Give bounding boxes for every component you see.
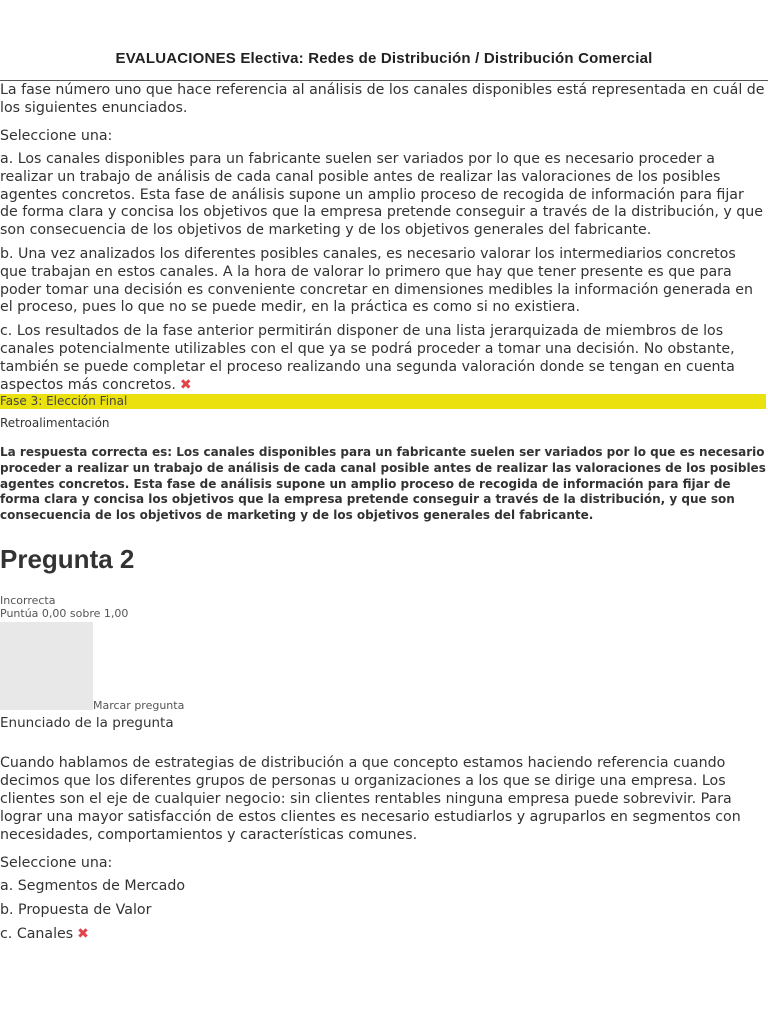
- answer-option-b[interactable]: b. Propuesta de Valor: [0, 902, 152, 919]
- question-1-text: La fase número uno que hace referencia al análisis de los canales disponibles está representada en cuál de los siguientes enunciados.: [0, 82, 765, 116]
- flag-question-link[interactable]: Marcar pregunta: [93, 699, 185, 713]
- flag-row: [0, 620, 766, 712]
- question-2-title: Pregunta 2: [0, 544, 135, 575]
- answer-option-c[interactable]: c. Canales ✖: [0, 925, 89, 942]
- answer-options: [0, 878, 766, 943]
- answer-option-b[interactable]: b. Una vez analizados los diferentes posibles canales, es necesario valorar los intermediarios concretos que trabajan en estos canales. A la hora de valorar lo primero que hay que tener presente es que para poder tomar una decisión es conveniente concretar en dimensiones medibles la información generada en el proceso, pues lo que no se puede medir, en la práctica es como si no existiera.: [0, 245, 753, 316]
- answer-option-c[interactable]: c. Los resultados de la fase anterior permitirán disponer de una lista jerarquizada de miembros de los canales potencialmente utilizables con el que ya se podrá proceder a tomar una decisión. No obstante, también se puede completar el proceso realizando una segunda valoración donde se tengan en cuenta aspectos más concretos. ✖: [0, 323, 735, 393]
- feedback-heading: Retroalimentación: [0, 416, 110, 431]
- question-heading: Enunciado de la pregunta: [0, 715, 174, 732]
- answer-option-a[interactable]: a. Los canales disponibles para un fabricante suelen ser variados por lo que es necesario proceder a realizar un trabajo de análisis de cada canal posible antes de realizar las valoraciones de los posibles agentes concretos. Esta fase de análisis supone un amplio proceso de recogida de información para fijar de forma clara y concisa los objetivos que la empresa pretende conseguir a través de la distribución, y que son consecuencia de los objetivos de marketing y de los objetivos generales del fabricante.: [0, 151, 763, 239]
- answer-option-a[interactable]: a. Segmentos de Mercado: [0, 878, 186, 895]
- question-state: Incorrecta: [0, 594, 56, 608]
- correct-answer-text: La respuesta correcta es: Los canales disponibles para un fabricante suelen ser variados por lo que es necesario proceder a realizar un trabajo de análisis de cada canal posible antes de realizar las valoraciones de los posibles agentes concretos. Esta fase de análisis supone un amplio proceso de recogida de información para fijar de forma clara y concisa los objetivos que la empresa pretende conseguir a través de la distribución, y que son consecuencia de los objetivos de marketing y de los objetivos generales del fabricante.: [0, 445, 766, 522]
- answer-options: [0, 151, 766, 394]
- select-one-label: Seleccione una:: [0, 128, 113, 144]
- question-grade: Puntúa 0,00 sobre 1,00: [0, 606, 129, 620]
- question-1: [0, 81, 766, 523]
- incorrect-x-icon: ✖: [179, 376, 192, 393]
- question-2: [0, 541, 766, 943]
- selected-answer-highlight: Fase 3: Elección Final: [0, 394, 766, 409]
- flag-question-icon[interactable]: [0, 622, 93, 710]
- question-2-text: Cuando hablamos de estrategias de distribución a que concepto estamos haciendo referencia cuando decimos que los diferentes grupos de personas u organizaciones a los que se dirige una empresa. Los clientes son el eje de cualquier negocio: sin clientes rentables ninguna empresa puede sobrevivir. Para lograr una mayor satisfacción de estos clientes es necesario estudiarlos y agruparlos en segmentos con necesidades, comportamientos y características comunes.: [0, 755, 741, 844]
- page-title: EVALUACIONES Electiva: Redes de Distribución / Distribución Comercial: [115, 50, 653, 67]
- quiz-content: [0, 81, 766, 950]
- select-one-label: Seleccione una:: [0, 855, 113, 872]
- incorrect-x-icon: ✖: [77, 925, 89, 942]
